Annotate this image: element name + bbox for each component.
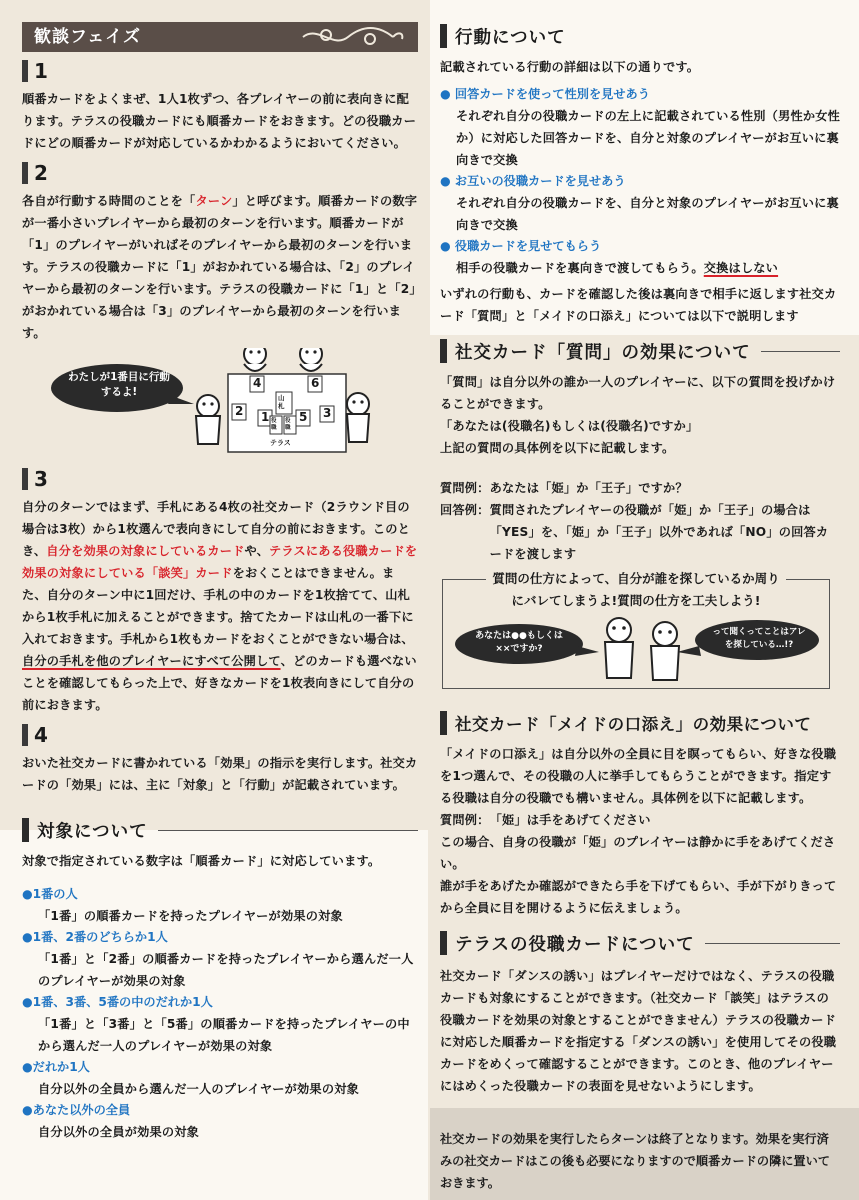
- question-p3: 上記の質問の具体例を以下に記載します。: [440, 441, 675, 455]
- step-number: 2: [34, 161, 48, 185]
- restriction-red-2: テラスにある役職カードを効果の対象にしている「談笑」カード: [22, 544, 418, 580]
- action-item-head: ● 回答カードを使って性別を見せあう: [440, 87, 650, 101]
- target-item-desc: 「1番」と「3番」と「5番」の順番カードを持ったプレイヤーの中から選んだ一人のプレイヤーが効果の対象: [38, 1017, 410, 1053]
- card-4: 4: [253, 376, 262, 390]
- action-outro: いずれの行動も、カードを確認した後は裏向きで相手に返します社交カード「質問」と「メイドの口添え」については以下で説明します: [440, 287, 837, 323]
- restriction-red-1: 自分を効果の対象にしているカード: [46, 544, 245, 558]
- tip-bubble-left: あなたは●●もしくは××ですか?: [475, 631, 563, 654]
- action-item-desc: [440, 257, 840, 279]
- section-title: 社交カード「メイドの口添え」の効果について: [455, 715, 812, 734]
- maid-section-heading: [440, 709, 840, 737]
- example-question: あなたは「姫」か「王子」ですか？: [489, 481, 688, 495]
- text-run: をおくことはできません。また、自分のターン中に1回だけ、手札の中のカードを1枚捨てて、山札から1枚手札に加えることができます。捨てたカードは山札の一番下に入れておきます。手札から1枚もカードをおくことができない場合は、: [22, 566, 414, 646]
- text-run: 相手の役職カードを裏向きで渡してもらう。: [456, 261, 704, 275]
- example-label: 回答例：: [440, 503, 490, 517]
- terrace-label: テラス: [270, 439, 291, 447]
- tip-bubble-right: って聞くってことはアレを探している…!?: [712, 627, 806, 650]
- tip-line-2: にバレてしまうよ!質問の仕方を工夫しよう!: [506, 593, 767, 608]
- terrace-p1: 社交カード「ダンスの誘い」はプレイヤーだけではなく、テラスの役職カードも対象にすることができます。（社交カード「談笑」はテラスの役職カードを効果の対象とすることができません）テラスの役職カードに対応した順番カードを指定する「ダンスの誘い」を使用してその役職カードをめくって確認することができます。このとき、他のプレイヤーにはめくった役職カードの表面を見せないようにします。: [440, 969, 837, 1093]
- heading-bar: [440, 24, 447, 48]
- target-item-desc: 自分以外の全員から選んだ一人のプレイヤーが効果の対象: [38, 1082, 359, 1096]
- question-p2: 「あなたは(役職名)もしくは(役職名)ですか」: [440, 419, 699, 433]
- example-answer: 質問されたプレイヤーの役職が「姫」か「王子」の場合は「YES」を、「姫」か「王子」以外であれば「NO」の回答カードを渡します: [489, 503, 829, 561]
- maid-p3: 誰が手をあげたか確認ができたら手を下げてもらい、手が下がりきってから全員に目を開けるように伝えましょう。: [440, 879, 837, 915]
- step-number: 1: [34, 59, 48, 83]
- target-item-head: ●1番、3番、5番の中のだれか1人: [22, 995, 213, 1009]
- phase-title: 歓談フェイズ: [34, 27, 141, 47]
- heading-bar: [22, 724, 28, 746]
- role-card-label: 役職: [285, 418, 291, 431]
- maid-p2: この場合、自身の役職が「姫」のプレイヤーは静かに手をあげてください。: [440, 835, 836, 871]
- heading-bar: [22, 818, 29, 842]
- card-3: 3: [323, 406, 332, 420]
- target-item-desc: 自分以外の全員が効果の対象: [38, 1125, 200, 1139]
- card-2: 2: [235, 404, 244, 418]
- action-item-head: ● お互いの役職カードを見せあう: [440, 174, 626, 188]
- section-title: テラスの役職カードについて: [455, 934, 695, 955]
- example-question: 「姫」は手をあげてください: [489, 813, 651, 827]
- no-exchange-underlined: 交換はしない: [703, 261, 779, 275]
- step-4-heading: [22, 722, 418, 748]
- action-item-head: ● 役職カードを見せてもらう: [440, 239, 602, 253]
- example-label: 質問例：: [440, 813, 490, 827]
- text-run: 各自が行動する時間のことを「: [22, 194, 196, 208]
- section-title: 社交カード「質問」の効果について: [455, 342, 751, 363]
- reveal-hand-underlined: 自分の手札を他のプレイヤーにすべて公開して: [22, 654, 281, 668]
- turn-order-illustration: [22, 348, 418, 460]
- question-example: [440, 477, 840, 499]
- step-1-text: 順番カードをよくまぜ、1人1枚ずつ、各プレイヤーの前に表向きに配ります。テラスの役職カードにも順番カードをおきます。どの役職カードにどの順番カードが対応しているかわかるようにおいてください。: [22, 92, 417, 150]
- target-item-head: ●1番の人: [22, 887, 78, 901]
- tip-text: [443, 568, 829, 612]
- step-3-text: [22, 496, 418, 716]
- question-tip-box: [442, 571, 830, 689]
- spacer: [440, 919, 840, 929]
- target-item-desc: 「1番」の順番カードを持ったプレイヤーが効果の対象: [38, 909, 343, 923]
- step-4-text: おいた社交カードに書かれている「効果」の指示を実行します。社交カードの「効果」には、主に「対象」と「行動」が記載されています。: [22, 756, 418, 792]
- action-section-heading: [440, 22, 840, 50]
- speech-bubble-text: わたしが1番目に行動するよ!: [68, 371, 170, 398]
- flourish-ornament-icon: [298, 25, 408, 49]
- maid-p1: 「メイドの口添え」は自分以外の全員に目を瞑ってもらい、好きな役職を1つ選んで、その役職の人に挙手してもらうことができます。指定する役職は自分の役職でも構いません。具体例を以下に記載します。: [440, 747, 837, 805]
- target-intro: 対象で指定されている数字は「順番カード」に対応しています。: [22, 854, 381, 868]
- step-number: 4: [34, 723, 48, 747]
- terrace-section-heading: [440, 929, 840, 957]
- answer-example: [440, 499, 840, 565]
- action-intro: 記載されている行動の詳細は以下の通りです。: [440, 60, 700, 74]
- target-item-desc: 「1番」と「2番」の順番カードを持ったプレイヤーから選んだ一人のプレイヤーが効果の対象: [38, 952, 414, 988]
- heading-bar: [22, 60, 28, 82]
- question-section-heading: [440, 337, 840, 365]
- step-number: 3: [34, 467, 48, 491]
- action-item-desc: それぞれ自分の役職カードを、自分と対象のプレイヤーがお互いに裏向きで交換: [456, 196, 839, 232]
- heading-bar: [440, 711, 447, 735]
- heading-bar: [440, 931, 447, 955]
- spacer: [440, 689, 840, 709]
- target-item-head: ●1番、2番のどちらか1人: [22, 930, 168, 944]
- heading-rule: [705, 943, 840, 944]
- text-run: 自分のターンではまず、手札にある4枚の社交カード（2ラウンド目の場合は3枚）から1枚選んで表向きにして自分の前におきます。このとき、: [22, 500, 411, 558]
- card-1: 1: [261, 410, 270, 424]
- section-title: 対象について: [37, 821, 148, 842]
- illustration-svg: [22, 348, 418, 460]
- maid-example: [440, 809, 840, 831]
- role-card-label: 役職: [271, 418, 277, 431]
- section-title: 行動について: [455, 27, 566, 48]
- text-run: 」と呼びます。順番カードの数字が一番小さいプレイヤーから最初のターンを行います。順番カードが「1」のプレイヤーがいればそのプレイヤーから最初のターンを行います。テラスの役職カードに「1」がおかれている場合は、「2」のプレイヤーから最初のターンを行います。テラスの役職カードに「1」と「2」がおかれている場合は「3」のプレイヤーから最初のターンを行います。: [22, 194, 418, 340]
- phase-banner: [22, 22, 418, 52]
- target-section-heading: [22, 816, 418, 844]
- right-column: [440, 22, 840, 1097]
- step-3-heading: [22, 466, 418, 492]
- action-item-desc: それぞれ自分の役職カードの左上に記載されている性別（男性か女性か）に対応した回答カードを、自分と対象のプレイヤーがお互いに裏向きで交換: [456, 109, 841, 167]
- heading-bar: [440, 339, 447, 363]
- heading-rule: [158, 830, 418, 831]
- step-2-text: [22, 190, 418, 344]
- turn-term: ターン: [195, 194, 233, 208]
- text-run: や、: [244, 544, 270, 558]
- step-2-heading: [22, 160, 418, 186]
- target-item-head: ●あなた以外の全員: [22, 1103, 131, 1117]
- heading-rule: [761, 351, 840, 352]
- example-label: 質問例：: [440, 481, 490, 495]
- spacer: [22, 796, 418, 816]
- left-column: [22, 22, 418, 1143]
- card-6: 6: [311, 376, 320, 390]
- card-5: 5: [299, 410, 308, 424]
- heading-bar: [22, 162, 28, 184]
- deck-label: 山札: [278, 394, 285, 410]
- heading-bar: [22, 468, 28, 490]
- target-list: [22, 884, 418, 1143]
- spacer: [440, 327, 840, 337]
- target-item-head: ●だれか1人: [22, 1060, 90, 1074]
- step-1-heading: [22, 58, 418, 84]
- text-run: 、どのカードも選べないことを確認してもらった上で、好きなカードを1枚表向きにして自分の前におきます。: [22, 654, 417, 712]
- tip-line-1: 質問の仕方によって、自分が誰を探しているか周り: [486, 571, 785, 586]
- question-p1: 「質問」は自分以外の誰か一人のプレイヤーに、以下の質問を投げかけることができます。: [440, 375, 836, 411]
- footer-note: 社交カードの効果を実行したらターンは終了となります。効果を実行済みの社交カードはこの後も必要になりますので順番カードの隣に置いておきます。: [440, 1132, 830, 1190]
